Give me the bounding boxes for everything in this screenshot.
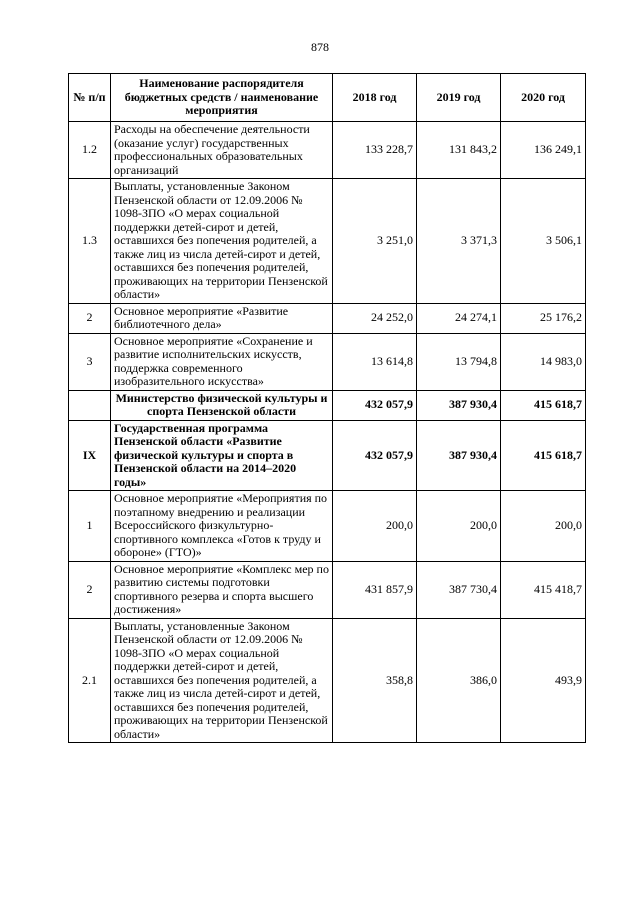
row-name: Министерство физической культуры и спорта Пензенской области (111, 390, 333, 420)
row-2020: 493,9 (501, 618, 586, 743)
row-2018: 13 614,8 (333, 333, 417, 390)
row-name: Основное мероприятие «Комплекс мер по развитию системы подготовки спортивного резерва и спорта высшего достижения» (111, 561, 333, 618)
row-2018: 431 857,9 (333, 561, 417, 618)
row-2018: 200,0 (333, 491, 417, 562)
row-2019: 131 843,2 (417, 122, 501, 179)
row-name: Государственная программа Пензенской области «Развитие физической культуры и спорта в Пензенской области на 2014–2020 годы» (111, 420, 333, 491)
row-num (69, 390, 111, 420)
row-num: 1 (69, 491, 111, 562)
header-name: Наименование распорядителя бюджетных средств / наименование мероприятия (111, 74, 333, 122)
row-name: Основное мероприятие «Мероприятия по поэтапному внедрению и реализации Всероссийского физкультурно-спортивного комплекса «Готов к труду и обороне» (ГТО)» (111, 491, 333, 562)
row-2019: 386,0 (417, 618, 501, 743)
row-num: 2.1 (69, 618, 111, 743)
page-number: 878 (311, 40, 329, 54)
table-row-ministry (69, 390, 586, 420)
row-2018: 24 252,0 (333, 303, 417, 333)
table-row (69, 491, 586, 562)
row-name: Основное мероприятие «Сохранение и развитие исполнительских искусств, поддержка современного изобразительного искусства» (111, 333, 333, 390)
row-2018: 432 057,9 (333, 390, 417, 420)
row-name: Расходы на обеспечение деятельности (оказание услуг) государственных профессиональных образовательных организаций (111, 122, 333, 179)
header-2018: 2018 год (333, 74, 417, 122)
table-row (69, 618, 586, 743)
row-name: Выплаты, установленные Законом Пензенской области от 12.09.2006 № 1098-ЗПО «О мерах социальной поддержки детей-сирот и детей, оставшихся без попечения родителей, а также лиц из числа детей-сирот и детей, оставшихся без попечения родителей, проживающих на территории Пензенской области» (111, 618, 333, 743)
row-name: Выплаты, установленные Законом Пензенской области от 12.09.2006 № 1098-ЗПО «О мерах социальной поддержки детей-сирот и детей, оставшихся без попечения родителей, а также лиц из числа детей-сирот и детей, оставшихся без попечения родителей, проживающих на территории Пензенской области» (111, 179, 333, 304)
table-row-program (69, 420, 586, 491)
header-num: № п/п (69, 74, 111, 122)
row-2020: 415 618,7 (501, 420, 586, 491)
table-row (69, 179, 586, 304)
row-num: 3 (69, 333, 111, 390)
table-row (69, 303, 586, 333)
row-2018: 432 057,9 (333, 420, 417, 491)
table-row (69, 561, 586, 618)
row-2019: 3 371,3 (417, 179, 501, 304)
row-2019: 387 930,4 (417, 420, 501, 491)
row-2020: 3 506,1 (501, 179, 586, 304)
row-2018: 3 251,0 (333, 179, 417, 304)
table-row (69, 333, 586, 390)
row-num: 1.3 (69, 179, 111, 304)
header-2020: 2020 год (501, 74, 586, 122)
row-2018: 133 228,7 (333, 122, 417, 179)
table-header-row (69, 74, 586, 122)
budget-table (68, 73, 586, 743)
row-2019: 387 730,4 (417, 561, 501, 618)
row-2019: 13 794,8 (417, 333, 501, 390)
row-2019: 200,0 (417, 491, 501, 562)
table-row (69, 122, 586, 179)
row-2020: 14 983,0 (501, 333, 586, 390)
row-2020: 25 176,2 (501, 303, 586, 333)
row-2020: 136 249,1 (501, 122, 586, 179)
row-2020: 415 418,7 (501, 561, 586, 618)
row-2020: 200,0 (501, 491, 586, 562)
row-num: 2 (69, 303, 111, 333)
row-2019: 387 930,4 (417, 390, 501, 420)
row-num: 1.2 (69, 122, 111, 179)
row-num: IX (69, 420, 111, 491)
row-name: Основное мероприятие «Развитие библиотечного дела» (111, 303, 333, 333)
row-num: 2 (69, 561, 111, 618)
row-2018: 358,8 (333, 618, 417, 743)
row-2019: 24 274,1 (417, 303, 501, 333)
row-2020: 415 618,7 (501, 390, 586, 420)
header-2019: 2019 год (417, 74, 501, 122)
